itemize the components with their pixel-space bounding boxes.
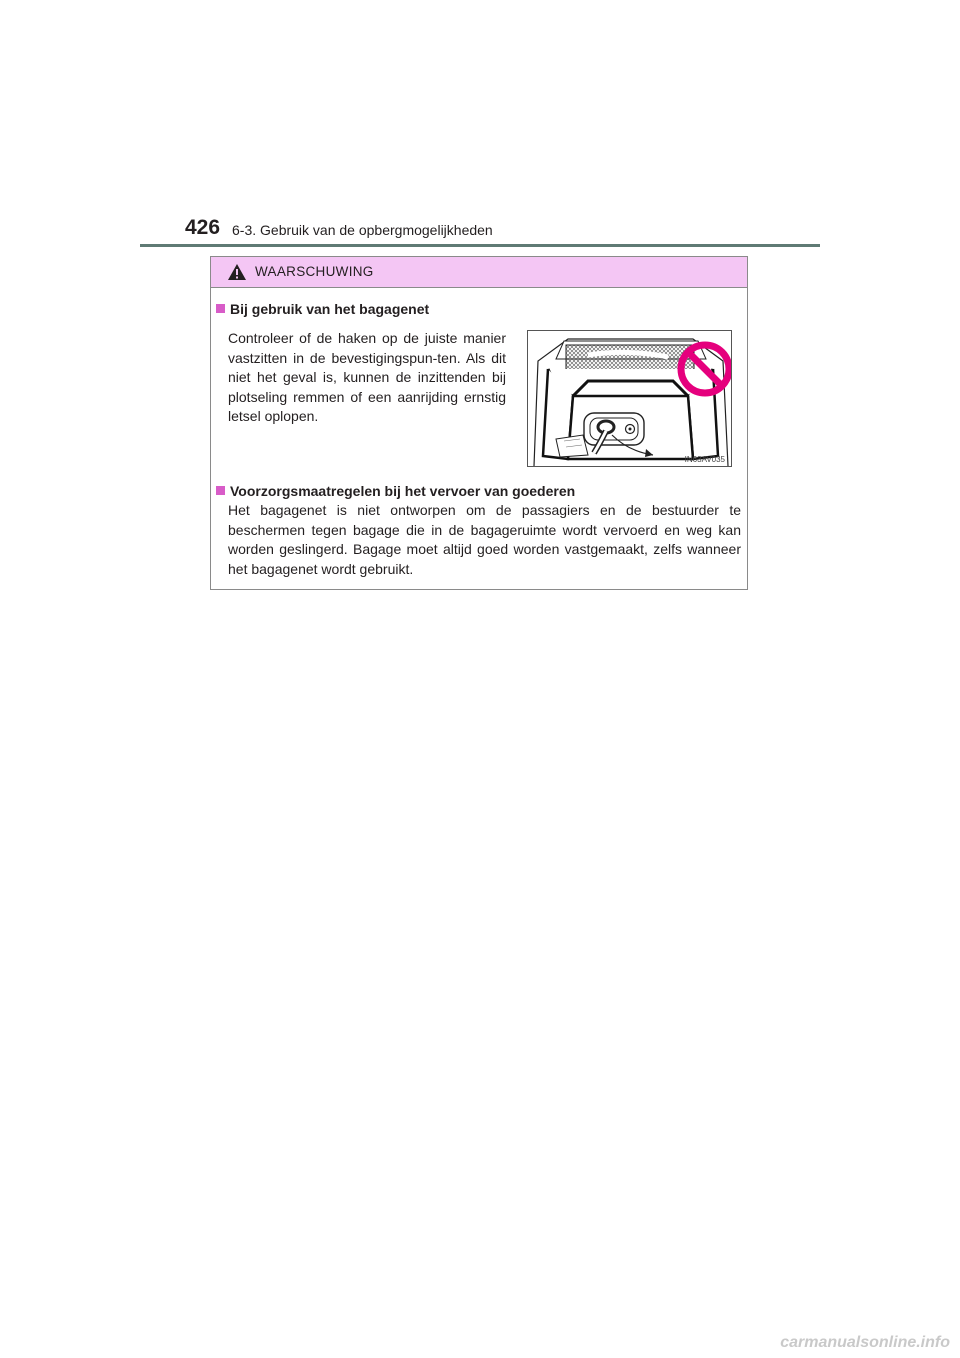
item-paragraph-hooks: Controleer of de haken op de juiste manier vastzitten in de bevestigingspun-ten. Als dit niet het geval is, kunnen de inzittenden bij plotseling remmen of een aanrijding ernstig letsel oplopen. [228, 330, 506, 424]
header-rule [140, 244, 820, 247]
item-heading-text: Bij gebruik van het bagagenet [230, 301, 430, 317]
bullet-icon [216, 486, 225, 495]
bullet-icon [216, 304, 225, 313]
watermark: carmanualsonline.info [780, 1334, 950, 1351]
illustration-luggage-net [527, 330, 732, 467]
warning-box [210, 256, 748, 590]
cargo-area-illustration [528, 331, 732, 467]
item-heading-luggage-net [216, 301, 429, 317]
warning-triangle-icon [227, 263, 247, 281]
item-heading-text: Voorzorgsmaatregelen bij het vervoer van goederen [230, 483, 576, 499]
item-heading-cargo-precautions [216, 483, 575, 499]
section-title: 6-3. Gebruik van de opbergmogelijkheden [232, 222, 493, 238]
warning-title: WAARSCHUWING [255, 264, 374, 279]
warning-header [211, 257, 747, 288]
item-paragraph-cargo: Het bagagenet is niet ontworpen om de passagiers en de bestuurder te beschermen tegen bagage die in de bagageruimte wordt vervoerd en weg kan worden geslingerd. Bagage moet altijd goed worden vastgemaakt, zelfs wanneer het bagagenet wordt gebruikt. [228, 502, 741, 577]
page-number: 426 [185, 216, 221, 239]
illustration-code: IN63AV035 [684, 455, 725, 464]
